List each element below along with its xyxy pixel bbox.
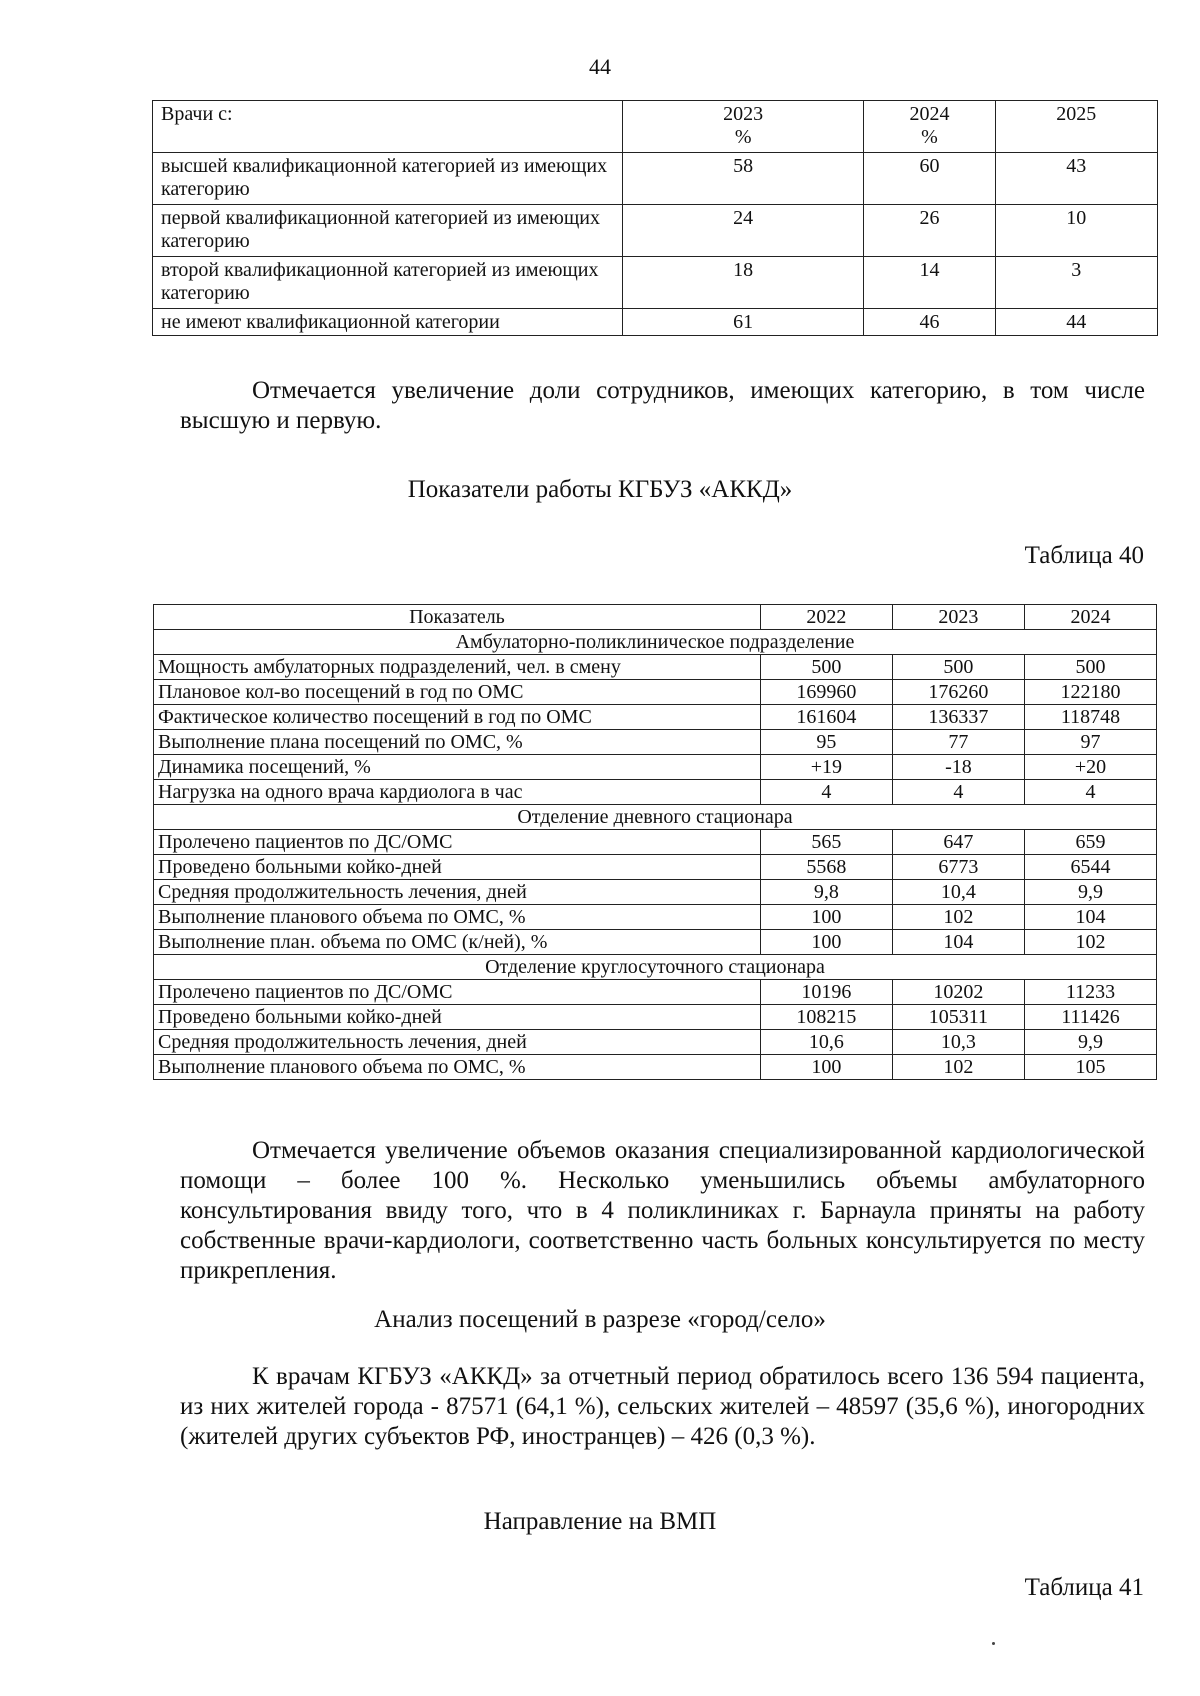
paragraph-rest: пациента, из них жителей города - 87571 (64,1 %), сельских жителей – 48597 (35,6 %), иногородних (жителей других субъектов РФ, иностранцев) – 426 (0,3 %). [180, 1363, 1145, 1450]
header-year: 2024 [1024, 605, 1156, 630]
qualification-table [152, 100, 1158, 336]
table-row [154, 930, 1157, 955]
table-header-row [154, 605, 1157, 630]
cell-value: 18 [622, 257, 863, 309]
cell-value: 100 [760, 1055, 892, 1080]
row-label: Выполнение плана посещений по ОМС, % [154, 730, 761, 755]
header-label: Врачи с: [153, 101, 623, 153]
cell-value: 4 [760, 780, 892, 805]
table-row [154, 980, 1157, 1005]
section-heading: Показатели работы КГБУЗ «АККД» [407, 476, 793, 503]
row-label: Пролечено пациентов по ДС/ОМС [154, 980, 761, 1005]
row-label: Динамика посещений, % [154, 755, 761, 780]
cell-value: 77 [892, 730, 1024, 755]
cell-value: 11233 [1024, 980, 1156, 1005]
table-row [154, 780, 1157, 805]
section-title: Амбулаторно-поликлиническое подразделение [154, 630, 1157, 655]
header-year: 2022 [760, 605, 892, 630]
table-row [154, 655, 1157, 680]
cell-value: 9,9 [1024, 1030, 1156, 1055]
cell-value: 161604 [760, 705, 892, 730]
cell-value: 24 [622, 205, 863, 257]
row-label: Проведено больными койко-дней [154, 1005, 761, 1030]
table-row [154, 680, 1157, 705]
cell-value: 10,4 [892, 880, 1024, 905]
table-row [154, 1055, 1157, 1080]
section-row [154, 630, 1157, 655]
table-row [154, 1030, 1157, 1055]
row-label: Средняя продолжительность лечения, дней [154, 880, 761, 905]
cell-value: 122180 [1024, 680, 1156, 705]
row-label: Плановое кол-во посещений в год по ОМС [154, 680, 761, 705]
paragraph-qualification-note [180, 376, 1145, 436]
cell-value: 46 [864, 309, 995, 336]
header-year: 2025 [995, 101, 1157, 153]
cell-value: 647 [892, 830, 1024, 855]
cell-value: 100 [760, 905, 892, 930]
row-label: не имеют квалификационной категории [153, 309, 623, 336]
table-row [154, 880, 1157, 905]
cell-value: 500 [892, 655, 1024, 680]
cell-value: 500 [1024, 655, 1156, 680]
row-label: высшей квалификационной категорией из имеющих категорию [153, 153, 623, 205]
cell-value: 10 [995, 205, 1157, 257]
cell-value: 108215 [760, 1005, 892, 1030]
paragraph-first-line: Отмечается увеличение доли сотрудников, имеющих категорию, в том [252, 377, 1069, 404]
cell-value: 176260 [892, 680, 1024, 705]
row-label: Мощность амбулаторных подразделений, чел. в смену [154, 655, 761, 680]
table-row [154, 855, 1157, 880]
scan-speck [992, 1642, 995, 1645]
cell-value: 6544 [1024, 855, 1156, 880]
cell-value: 5568 [760, 855, 892, 880]
row-label: Пролечено пациентов по ДС/ОМС [154, 830, 761, 855]
cell-value: 105311 [892, 1005, 1024, 1030]
header-year: 2023 [892, 605, 1024, 630]
section-heading: Анализ посещений в разрезе «город/село» [374, 1306, 826, 1333]
cell-value: 102 [892, 905, 1024, 930]
paragraph-rest: кардиологической помощи – более 100 %. Несколько уменьшились объемы амбулаторного консультирования ввиду того, что в 4 поликлиниках г. Барнаула приняты на работу собственные врачи-кардиологи, соответственно часть больных консультируется по месту прикрепления. [180, 1137, 1146, 1284]
cell-value: 136337 [892, 705, 1024, 730]
header-label: Показатель [154, 605, 761, 630]
cell-value: +20 [1024, 755, 1156, 780]
cell-value: 102 [1024, 930, 1156, 955]
cell-value: 102 [892, 1055, 1024, 1080]
cell-value: -18 [892, 755, 1024, 780]
paragraph-volume-note [180, 1136, 1145, 1286]
cell-value: 6773 [892, 855, 1024, 880]
page-number: 44 [589, 54, 611, 79]
cell-value: 9,9 [1024, 880, 1156, 905]
cell-value: +19 [760, 755, 892, 780]
cell-value: 60 [864, 153, 995, 205]
paragraph-first-line: К врачам КГБУЗ «АККД» за отчетный период обратилось всего 136 594 [252, 1363, 1034, 1390]
cell-value: 500 [760, 655, 892, 680]
section-title: Отделение дневного стационара [154, 805, 1157, 830]
row-label: Нагрузка на одного врача кардиолога в час [154, 780, 761, 805]
cell-value: 10196 [760, 980, 892, 1005]
cell-value: 104 [892, 930, 1024, 955]
cell-value: 10202 [892, 980, 1024, 1005]
section-heading: Направление на ВМП [483, 1508, 717, 1535]
cell-value: 44 [995, 309, 1157, 336]
cell-value: 26 [864, 205, 995, 257]
cell-value: 105 [1024, 1055, 1156, 1080]
cell-value: 3 [995, 257, 1157, 309]
header-year: 2023 % [622, 101, 863, 153]
table-row [154, 1005, 1157, 1030]
table-caption: Таблица 40 [1024, 542, 1144, 569]
row-label: Выполнение план. объема по ОМС (к/ней), % [154, 930, 761, 955]
cell-value: 4 [1024, 780, 1156, 805]
cell-value: 111426 [1024, 1005, 1156, 1030]
row-label: Средняя продолжительность лечения, дней [154, 1030, 761, 1055]
header-year: 2024 % [864, 101, 995, 153]
table-row [154, 830, 1157, 855]
paragraph-visits-note [180, 1362, 1145, 1452]
cell-value: 100 [760, 930, 892, 955]
row-label: Проведено больными койко-дней [154, 855, 761, 880]
row-label: Фактическое количество посещений в год по ОМС [154, 705, 761, 730]
cell-value: 43 [995, 153, 1157, 205]
table-row [154, 705, 1157, 730]
table-row [153, 257, 1158, 309]
table-row [154, 730, 1157, 755]
cell-value: 10,3 [892, 1030, 1024, 1055]
cell-value: 659 [1024, 830, 1156, 855]
cell-value: 118748 [1024, 705, 1156, 730]
cell-value: 61 [622, 309, 863, 336]
row-label: Выполнение планового объема по ОМС, % [154, 905, 761, 930]
table-row [154, 905, 1157, 930]
cell-value: 95 [760, 730, 892, 755]
section-row [154, 805, 1157, 830]
indicators-table [153, 604, 1157, 1080]
section-title: Отделение круглосуточного стационара [154, 955, 1157, 980]
cell-value: 565 [760, 830, 892, 855]
cell-value: 10,6 [760, 1030, 892, 1055]
table-row [153, 205, 1158, 257]
paragraph-rest: числе высшую и первую. [180, 377, 1145, 434]
table-row [153, 309, 1158, 336]
cell-value: 58 [622, 153, 863, 205]
row-label: первой квалификационной категорией из имеющих категорию [153, 205, 623, 257]
cell-value: 4 [892, 780, 1024, 805]
table-caption: Таблица 41 [1024, 1574, 1144, 1601]
cell-value: 104 [1024, 905, 1156, 930]
cell-value: 9,8 [760, 880, 892, 905]
table-header-row [153, 101, 1158, 153]
paragraph-first-line: Отмечается увеличение объемов оказания специализированной [252, 1137, 942, 1164]
cell-value: 14 [864, 257, 995, 309]
row-label: Выполнение планового объема по ОМС, % [154, 1055, 761, 1080]
table-row [153, 153, 1158, 205]
row-label: второй квалификационной категорией из имеющих категорию [153, 257, 623, 309]
cell-value: 169960 [760, 680, 892, 705]
section-row [154, 955, 1157, 980]
table-row [154, 755, 1157, 780]
cell-value: 97 [1024, 730, 1156, 755]
